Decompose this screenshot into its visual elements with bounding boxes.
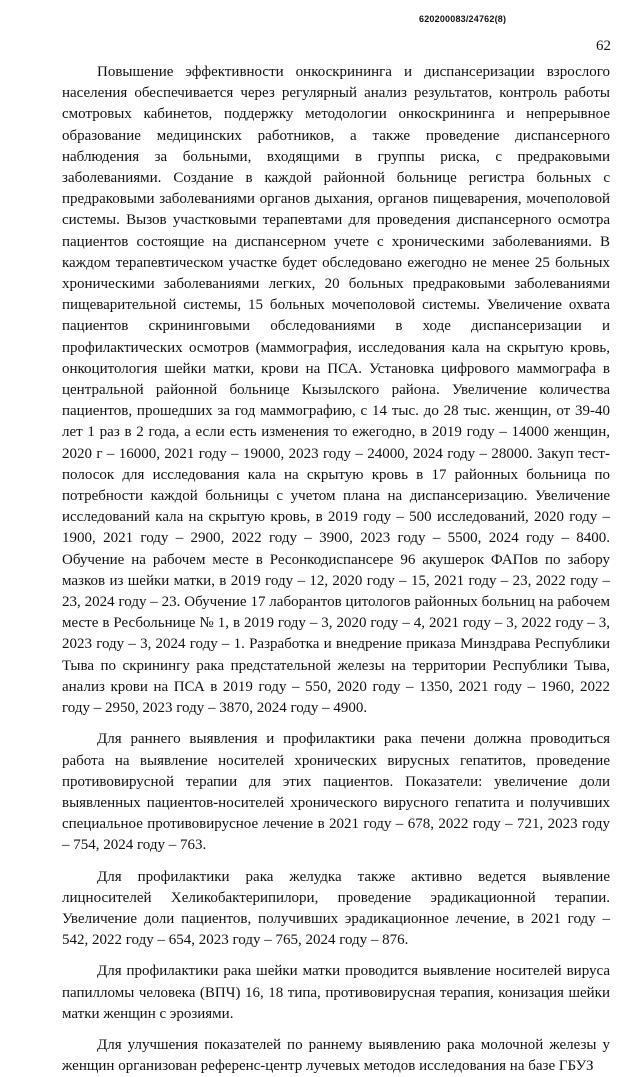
document-body bbox=[62, 62, 610, 1077]
paragraph: Для улучшения показателей по раннему выявлению рака молочной железы у женщин организован референс-центр лучевых методов исследования на базе ГБУЗ bbox=[62, 1036, 610, 1075]
document-number: 620200083/24762(8) bbox=[419, 14, 507, 24]
paragraph: Для профилактики рака шейки матки проводится выявление носителей вируса папилломы человека (ВПЧ) 16, 18 типа, противовирусная терапия, конизация шейки матки женщин с эрозиями. bbox=[62, 963, 610, 1022]
page-number: 62 bbox=[596, 38, 611, 54]
paragraph: Для профилактики рака желудка также активно ведется выявление лицносителей Хеликобактерипилори, проведение эрадикационной терапии. Увеличение доли пациентов, получивших эрадикационное лечение, в 2021 году – 542, 2022 году – 654, 2023 году – 765, 2024 году – 876. bbox=[62, 868, 610, 949]
paragraph: Повышение эффективности онкоскрининга и диспансеризации взрослого населения обеспечивается через регулярный анализ результатов, контроль работы смотровых кабинетов, поддержку методологии онкоскрининга и непрерывное образование медицинских работников, а также проведение диспансерного наблюдения за больными, входящими в группы риска, с предраковыми заболеваниями. Создание в каждой районной больнице регистра больных с предраковыми заболеваниями органов дыхания, органов пищеварения, мочеполовой системы. Вызов участковыми терапевтами для проведения диспансерного осмотра пациентов состоящие на диспансерном учете с хроническими заболеваниями. В каждом терапевтическом участке будет обследовано ежегодно не менее 25 больных хроническими заболеваниями легких, 20 больных предраковыми заболеваниями пищеварительной системы, 15 больных мочеполовой системы. Увеличение охвата пациентов скрининговыми обследованиями в ходе диспансеризации и профилактических осмотров (маммография, исследования кала на скрытую кровь, онкоцитология шейки матки, крови на ПСА. Установка цифрового маммографа в центральной районной больнице Кызылского района. Увеличение количества пациентов, прошедших за год маммографию, с 14 тыс. до 28 тыс. женщин, от 39-40 лет 1 раз в 2 года, а если есть изменения то ежегодно, в 2019 году – 14000 женщин, 2020 г – 16000, 2021 году – 19000, 2023 году – 24000, 2024 году – 28000. Закуп тест-полосок для исследования кала на скрытую кровь в 17 районных больница по потребности каждой больницы с учетом плана на диспансеризацию. Увеличение исследований кала на скрытую кровь, в 2019 году – 500 исследований, 2020 году – 1900, 2021 году – 2900, 2022 году – 3900, 2023 году – 5500, 2024 году – 8400. Обучение на рабочем месте в Ресонкодиспансере 96 акушерок ФАПов по забору мазков из шейки матки, в 2019 году – 12, 2020 году – 15, 2021 году – 23, 2022 году – 23, 2024 году – 23. Обучение 17 лаборантов цитологов районных больниц на рабочем месте в Ресбольнице № 1, в 2019 году – 3, 2020 году – 4, 2021 году – 3, 2022 году – 3, 2023 году – 3, 2024 году – 1. Разработка и внедрение приказа Минздрава Республики Тыва по скринингу рака предстательной железы на территории Республики Тыва, анализ крови на ПСА в 2019 году – 550, 2020 году – 1350, 2021 году – 1960, 2022 году – 2950, 2023 году – 3870, 2024 году – 4900. bbox=[62, 64, 610, 717]
paragraph: Для раннего выявления и профилактики рака печени должна проводиться работа на выявление носителей хронических вирусных гепатитов, проведение противовирусной терапии для этих пациентов. Показатели: увеличение доли выявленных пациентов-носителей хронического вирусного гепатита и получивших специальное противовирусное лечение в 2021 году – 678, 2022 году – 721, 2023 году – 754, 2024 году – 763. bbox=[62, 731, 610, 854]
